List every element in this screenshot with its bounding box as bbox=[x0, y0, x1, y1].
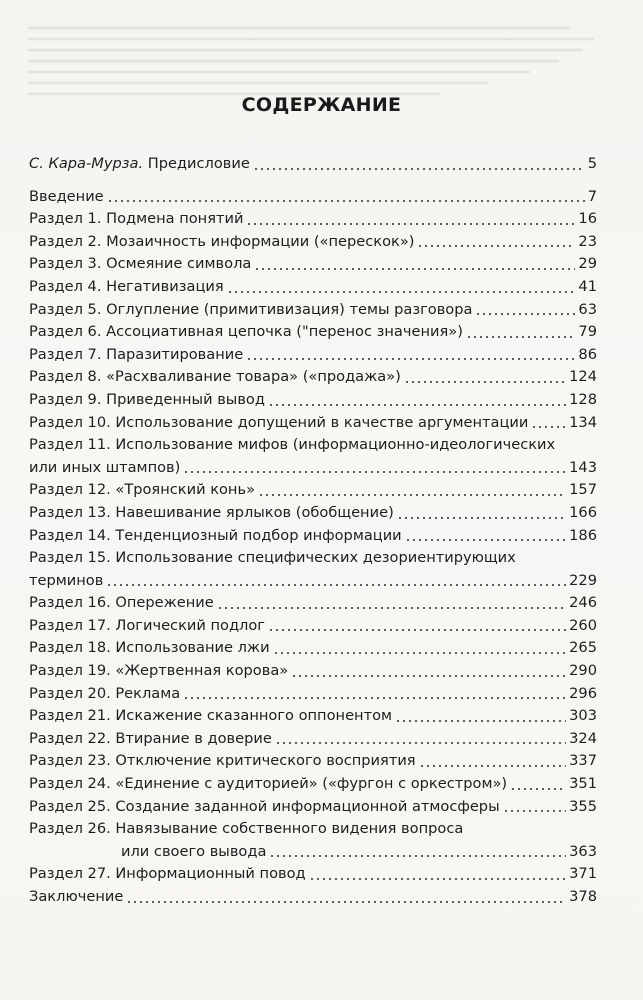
toc-entry-page: 128 bbox=[569, 390, 597, 408]
dot-leader bbox=[254, 253, 575, 276]
toc-entry-page: 41 bbox=[578, 277, 597, 295]
toc-entry-label: Раздел 1. Подмена понятий bbox=[29, 210, 244, 228]
toc-entry bbox=[29, 502, 597, 525]
toc-entry-page: 303 bbox=[569, 707, 597, 725]
toc-entry bbox=[29, 773, 597, 796]
toc-entry-page: 337 bbox=[569, 752, 597, 770]
toc-entry-page: 324 bbox=[569, 729, 597, 747]
toc-entry-label: Раздел 10. Использование допущений в качестве аргументации bbox=[29, 413, 529, 431]
toc-entry-page: 355 bbox=[569, 797, 597, 815]
toc-entry bbox=[29, 299, 597, 322]
toc-entry-label: Раздел 24. «Единение с аудиторией» («фургон с оркестром») bbox=[29, 775, 508, 793]
toc-entry bbox=[29, 344, 597, 367]
toc-entry-label: Раздел 16. Опережение bbox=[29, 594, 214, 612]
dot-leader bbox=[268, 389, 566, 412]
toc-entry-label: Раздел 20. Реклама bbox=[29, 684, 181, 702]
toc-entry-line bbox=[29, 434, 597, 457]
toc-entry-label: или своего вывода bbox=[121, 842, 267, 860]
table-of-contents bbox=[29, 153, 597, 909]
dot-leader bbox=[397, 502, 566, 525]
toc-entry-page: 5 bbox=[587, 155, 597, 172]
toc-entry-page: 166 bbox=[569, 503, 597, 521]
dot-leader bbox=[309, 863, 567, 886]
toc-entry-label: Раздел 9. Приведенный вывод bbox=[29, 390, 265, 408]
toc-entry bbox=[29, 683, 597, 706]
dot-leader bbox=[417, 231, 575, 254]
toc-entry-page: 143 bbox=[569, 458, 597, 476]
toc-entry-label: Раздел 2. Мозаичность информации («перескок») bbox=[29, 232, 415, 250]
toc-entry bbox=[29, 231, 597, 254]
dot-leader bbox=[510, 773, 566, 796]
toc-entry bbox=[29, 796, 597, 819]
toc-entry bbox=[29, 750, 597, 773]
toc-entry-page: 23 bbox=[578, 232, 597, 250]
dot-leader bbox=[107, 186, 585, 209]
toc-entry-page: 29 bbox=[578, 255, 597, 273]
toc-entry-page: 134 bbox=[569, 413, 597, 431]
toc-entry bbox=[29, 886, 597, 909]
toc-entry-label: Раздел 11. Использование мифов (информационно-идеологических bbox=[29, 436, 556, 454]
toc-entry-label: Раздел 12. «Троянский конь» bbox=[29, 481, 256, 499]
preface-label: Предисловие bbox=[143, 155, 250, 172]
toc-entry-label: Раздел 6. Ассоциативная цепочка ("перенос значения») bbox=[29, 323, 463, 341]
toc-entry-label: Раздел 19. «Жертвенная корова» bbox=[29, 662, 289, 680]
toc-entry bbox=[29, 366, 597, 389]
toc-entry-page: 229 bbox=[569, 571, 597, 589]
toc-entry bbox=[29, 705, 597, 728]
toc-entry-page: 63 bbox=[578, 300, 597, 318]
dot-leader bbox=[269, 841, 566, 864]
toc-entry bbox=[29, 253, 597, 276]
toc-entry-label: Раздел 17. Логический подлог bbox=[29, 616, 265, 634]
toc-entry-line bbox=[29, 547, 597, 570]
toc-entry bbox=[29, 389, 597, 412]
dot-leader bbox=[405, 525, 566, 548]
dot-leader bbox=[246, 344, 575, 367]
toc-entry-label: Раздел 13. Навешивание ярлыков (обобщение) bbox=[29, 503, 394, 521]
toc-entry bbox=[29, 863, 597, 886]
toc-entry-label: Раздел 26. Навязывание собственного видения вопроса bbox=[29, 820, 464, 838]
toc-entry-page: 363 bbox=[569, 842, 597, 860]
toc-entry-page: 124 bbox=[569, 368, 597, 386]
dot-leader bbox=[419, 750, 567, 773]
toc-entry-page: 351 bbox=[569, 775, 597, 793]
toc-entry bbox=[29, 186, 597, 209]
toc-entry bbox=[29, 592, 597, 615]
toc-entry-page: 86 bbox=[578, 345, 597, 363]
toc-entry-label: Раздел 8. «Расхваливание товара» («продажа») bbox=[29, 368, 401, 386]
toc-entry-label: Раздел 27. Информационный повод bbox=[29, 865, 306, 883]
toc-entry bbox=[29, 728, 597, 751]
preface-author: С. Кара-Мурза. bbox=[29, 155, 144, 172]
toc-entry-label: Раздел 23. Отключение критического восприятия bbox=[29, 752, 416, 770]
dot-leader bbox=[503, 796, 567, 819]
dot-leader bbox=[475, 299, 575, 322]
toc-entry-page: 296 bbox=[569, 684, 597, 702]
toc-entry bbox=[29, 570, 597, 593]
toc-entry-label: Раздел 22. Втирание в доверие bbox=[29, 729, 272, 747]
toc-entry-label: Раздел 7. Паразитирование bbox=[29, 345, 244, 363]
toc-entry bbox=[29, 637, 597, 660]
dot-leader bbox=[395, 705, 566, 728]
dot-leader bbox=[183, 457, 566, 480]
toc-entry-preface bbox=[29, 153, 597, 176]
toc-entry-label: Раздел 15. Использование специфических дезориентирующих bbox=[29, 549, 516, 567]
toc-entry-label: Раздел 5. Оглупление (примитивизация) темы разговора bbox=[29, 300, 473, 318]
toc-entry-page: 246 bbox=[569, 594, 597, 612]
toc-entry-page: 378 bbox=[569, 888, 597, 905]
toc-entry-page: 157 bbox=[569, 481, 597, 499]
dot-leader bbox=[466, 321, 576, 344]
toc-entry bbox=[29, 479, 597, 502]
dot-leader bbox=[227, 276, 576, 299]
toc-entry-page: 79 bbox=[578, 323, 597, 341]
toc-entry-page: 265 bbox=[569, 639, 597, 657]
toc-entry-label: Раздел 18. Использование лжи bbox=[29, 639, 270, 657]
dot-leader bbox=[106, 570, 566, 593]
toc-entry-label: Введение bbox=[29, 187, 104, 205]
dot-leader bbox=[531, 412, 566, 435]
toc-entry-label: Раздел 3. Осмеяние символа bbox=[29, 255, 252, 273]
dot-leader bbox=[258, 479, 566, 502]
dot-leader bbox=[275, 728, 566, 751]
toc-entry-label: Раздел 21. Искажение сказанного оппонентом bbox=[29, 707, 393, 725]
dot-leader bbox=[268, 615, 566, 638]
toc-entry-label: или иных штампов) bbox=[29, 458, 181, 476]
toc-entry bbox=[29, 208, 597, 231]
toc-entry-page: 371 bbox=[569, 865, 597, 883]
toc-entry-page: 186 bbox=[569, 526, 597, 544]
dot-leader bbox=[291, 660, 566, 683]
dot-leader bbox=[404, 366, 566, 389]
toc-entry bbox=[29, 525, 597, 548]
toc-entry-page: 16 bbox=[578, 210, 597, 228]
toc-entry-page: 290 bbox=[569, 662, 597, 680]
dot-leader bbox=[217, 592, 566, 615]
toc-entry-page: 260 bbox=[569, 616, 597, 634]
toc-entry bbox=[29, 321, 597, 344]
toc-entry bbox=[29, 412, 597, 435]
page-title: СОДЕРЖАНИЕ bbox=[241, 94, 402, 116]
toc-entry bbox=[29, 841, 597, 864]
dot-leader bbox=[253, 153, 585, 176]
dot-leader bbox=[126, 886, 566, 909]
toc-entry-label: Заключение bbox=[29, 888, 124, 905]
dot-leader bbox=[273, 637, 567, 660]
toc-entry-label: Раздел 4. Негативизация bbox=[29, 277, 224, 295]
dot-leader bbox=[183, 683, 566, 706]
toc-entry bbox=[29, 457, 597, 480]
toc-entry-label: Раздел 25. Создание заданной информационной атмосферы bbox=[29, 797, 500, 815]
dot-leader bbox=[246, 208, 575, 231]
toc-entry bbox=[29, 615, 597, 638]
toc-entry-label: Раздел 14. Тенденциозный подбор информации bbox=[29, 526, 402, 544]
toc-entry bbox=[29, 660, 597, 683]
toc-entry-line bbox=[29, 818, 597, 841]
toc-entry-page: 7 bbox=[587, 187, 597, 205]
toc-entry-label: терминов bbox=[29, 571, 104, 589]
toc-entry bbox=[29, 276, 597, 299]
toc-entry-label bbox=[29, 153, 253, 176]
